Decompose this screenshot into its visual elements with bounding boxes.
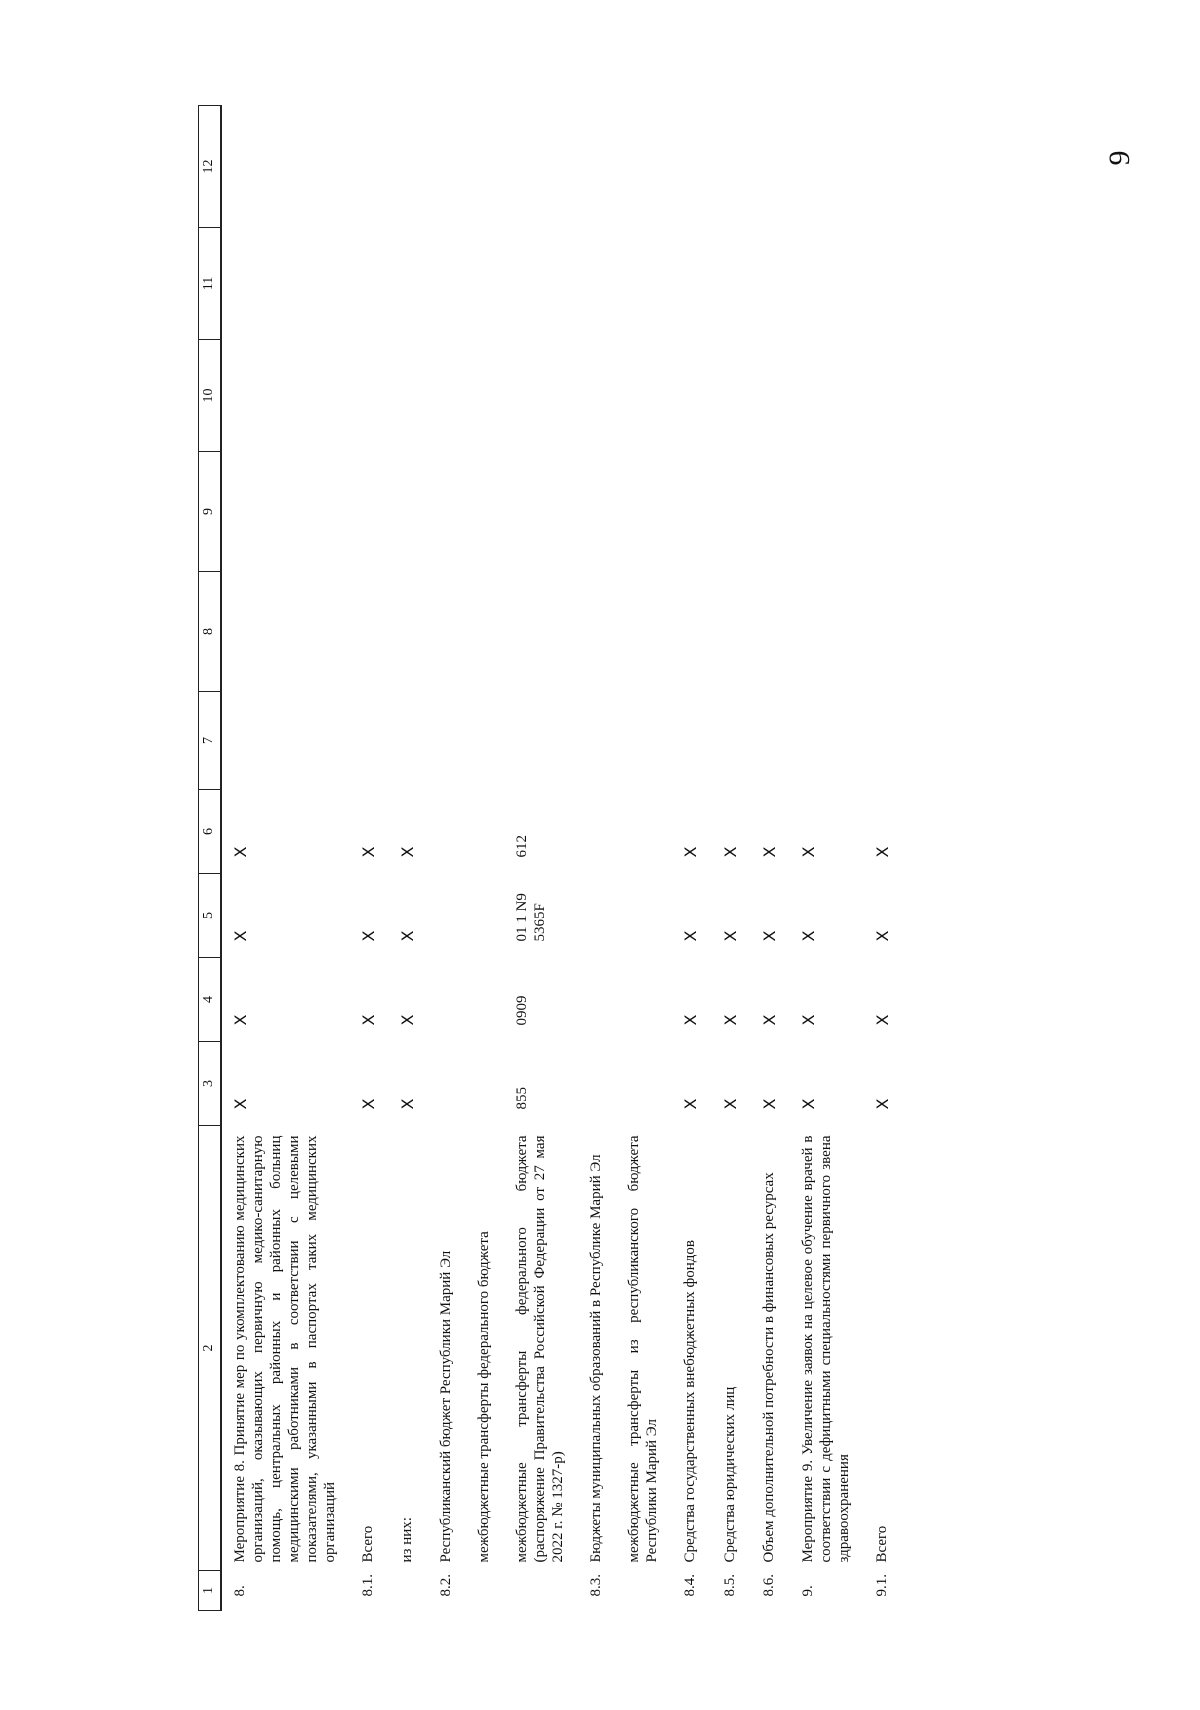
cell-col6: X xyxy=(872,846,892,858)
cell-col10 xyxy=(428,340,466,452)
cell-col11 xyxy=(350,228,389,340)
cell-col8 xyxy=(864,572,903,692)
cell-col10 xyxy=(616,340,672,452)
row-name: межбюджетные трансферты федерального бюджета xyxy=(476,1231,493,1563)
table-row xyxy=(790,106,864,1611)
cell-col5: X xyxy=(359,930,378,942)
cell-col12 xyxy=(350,106,389,228)
row-name: Республиканский бюджет Республики Марий Эл xyxy=(438,1250,455,1563)
cell-col11 xyxy=(428,228,466,340)
cell-col5: X xyxy=(798,930,818,942)
cell-col5 xyxy=(616,874,672,958)
row-name: Мероприятие 9. Увеличение заявок на целевое обучение врачей в соответствии с дефицитными специальностями первичного звена здравоохранения xyxy=(799,1135,852,1563)
cell-col9 xyxy=(790,452,864,572)
cell-col5 xyxy=(466,874,504,958)
cell-col7 xyxy=(578,692,616,790)
cell-col10 xyxy=(221,340,350,452)
table-row xyxy=(389,106,428,1611)
cell-col4: X xyxy=(798,1014,818,1026)
table-row xyxy=(350,106,389,1611)
table-row xyxy=(751,106,790,1611)
cell-col10 xyxy=(712,340,751,452)
cell-col4: X xyxy=(759,1014,779,1026)
cell-col11 xyxy=(578,228,616,340)
cell-col10 xyxy=(864,340,903,452)
cell-col6 xyxy=(578,790,616,874)
table-row xyxy=(466,106,504,1611)
cell-col12 xyxy=(578,106,616,228)
table-row xyxy=(672,106,711,1611)
table-row xyxy=(578,106,616,1611)
cell-col7 xyxy=(428,692,466,790)
cell-col11 xyxy=(389,228,428,340)
cell-col9 xyxy=(428,452,466,572)
cell-col7 xyxy=(790,692,864,790)
cell-col6: X xyxy=(720,846,740,858)
cell-col6: X xyxy=(759,846,779,858)
cell-col11 xyxy=(712,228,751,340)
cell-col9 xyxy=(504,452,578,572)
cell-col4: X xyxy=(720,1014,740,1026)
row-name: Мероприятие 8. Принятие мер по укомплектованию медицинских организаций, оказывающих первичную медико-санитарную помощь, центральных районных и районных больниц медицинскими работниками в соответствии с целевыми показателями, указанными в паспортах таких медицинских организаций xyxy=(232,1135,338,1563)
table-row xyxy=(616,106,672,1611)
row-name: Объем дополнительной потребности в финансовых ресурсах xyxy=(760,1172,777,1563)
col-header-10: 10 xyxy=(199,340,222,452)
col-header-9: 9 xyxy=(199,452,222,572)
cell-col8 xyxy=(751,572,790,692)
cell-col9 xyxy=(712,452,751,572)
cell-col10 xyxy=(389,340,428,452)
row-name: Средства государственных внебюджетных фондов xyxy=(682,1240,699,1563)
cell-col11 xyxy=(751,228,790,340)
cell-col3: 855 xyxy=(514,1087,531,1110)
cell-col10 xyxy=(578,340,616,452)
cell-col12 xyxy=(864,106,903,228)
cell-col12 xyxy=(616,106,672,228)
cell-col7 xyxy=(350,692,389,790)
cell-col6: X xyxy=(681,846,701,858)
cell-col4: 0909 xyxy=(514,995,531,1026)
cell-col10 xyxy=(350,340,389,452)
cell-col4: X xyxy=(359,1014,378,1026)
row-name: межбюджетные трансферты из республиканского бюджета Республики Марий Эл xyxy=(626,1135,661,1563)
cell-col8 xyxy=(389,572,428,692)
cell-col8 xyxy=(578,572,616,692)
cell-col5: 01 1 N9 5365F xyxy=(514,893,549,942)
row-number xyxy=(616,1571,672,1611)
col-header-6: 6 xyxy=(199,790,222,874)
row-number: 8.3. xyxy=(588,1574,605,1597)
cell-col3 xyxy=(616,1042,672,1126)
cell-col8 xyxy=(350,572,389,692)
cell-col3: X xyxy=(359,1098,378,1110)
cell-col5 xyxy=(428,874,466,958)
row-number: 8.2. xyxy=(438,1574,455,1597)
row-number: 8.5. xyxy=(721,1574,738,1597)
col-header-8: 8 xyxy=(199,572,222,692)
table-row xyxy=(712,106,751,1611)
cell-col11 xyxy=(466,228,504,340)
cell-col3: X xyxy=(759,1098,779,1110)
cell-col5: X xyxy=(231,930,250,942)
cell-col7 xyxy=(466,692,504,790)
cell-col6: 612 xyxy=(514,835,531,858)
cell-col12 xyxy=(428,106,466,228)
cell-col4: X xyxy=(681,1014,701,1026)
cell-col6: X xyxy=(798,846,818,858)
cell-col7 xyxy=(221,692,350,790)
cell-col8 xyxy=(712,572,751,692)
col-header-11: 11 xyxy=(199,228,222,340)
cell-col3: X xyxy=(720,1098,740,1110)
col-header-3: 3 xyxy=(199,1042,222,1126)
cell-col8 xyxy=(221,572,350,692)
cell-col4 xyxy=(616,958,672,1042)
page-number-container xyxy=(1090,128,1150,188)
cell-col8 xyxy=(790,572,864,692)
cell-col10 xyxy=(790,340,864,452)
cell-col7 xyxy=(672,692,711,790)
cell-col9 xyxy=(751,452,790,572)
cell-col9 xyxy=(864,452,903,572)
cell-col4: X xyxy=(872,1014,892,1026)
cell-col12 xyxy=(389,106,428,228)
cell-col12 xyxy=(504,106,578,228)
cell-col6 xyxy=(428,790,466,874)
cell-col4: X xyxy=(231,1014,250,1026)
cell-col11 xyxy=(504,228,578,340)
cell-col7 xyxy=(504,692,578,790)
cell-col5: X xyxy=(872,930,892,942)
cell-col12 xyxy=(672,106,711,228)
cell-col11 xyxy=(616,228,672,340)
cell-col4 xyxy=(428,958,466,1042)
cell-col5: X xyxy=(398,930,418,942)
cell-col12 xyxy=(712,106,751,228)
col-header-1: 1 xyxy=(199,1571,222,1611)
col-header-12: 12 xyxy=(199,106,222,228)
row-number: 9. xyxy=(799,1585,816,1597)
cell-col3: X xyxy=(798,1098,818,1110)
cell-col3 xyxy=(578,1042,616,1126)
cell-col12 xyxy=(751,106,790,228)
cell-col6 xyxy=(616,790,672,874)
cell-col9 xyxy=(672,452,711,572)
cell-col6: X xyxy=(359,846,378,858)
page-number: 9 xyxy=(1103,150,1136,166)
cell-col3 xyxy=(428,1042,466,1126)
table-row xyxy=(428,106,466,1611)
row-name: Средства юридических лиц xyxy=(721,1386,738,1563)
table-row xyxy=(864,106,903,1611)
row-number: 8. xyxy=(232,1585,248,1597)
cell-col9 xyxy=(616,452,672,572)
cell-col6 xyxy=(466,790,504,874)
budget-table xyxy=(198,105,903,1611)
cell-col3: X xyxy=(231,1098,250,1110)
cell-col5: X xyxy=(681,930,701,942)
cell-col11 xyxy=(864,228,903,340)
cell-col6: X xyxy=(398,846,418,858)
col-header-7: 7 xyxy=(199,692,222,790)
row-number xyxy=(504,1571,578,1611)
cell-col10 xyxy=(504,340,578,452)
rotated-table-page xyxy=(198,106,993,1611)
cell-col9 xyxy=(350,452,389,572)
cell-col7 xyxy=(751,692,790,790)
row-name: Бюджеты муниципальных образований в Республике Марий Эл xyxy=(588,1154,605,1563)
cell-col4: X xyxy=(398,1014,418,1026)
cell-col3: X xyxy=(872,1098,892,1110)
cell-col3: X xyxy=(398,1098,418,1110)
cell-col9 xyxy=(578,452,616,572)
row-number: 8.1. xyxy=(360,1574,376,1597)
table-row xyxy=(221,106,350,1611)
cell-col9 xyxy=(466,452,504,572)
cell-col12 xyxy=(790,106,864,228)
cell-col8 xyxy=(672,572,711,692)
cell-col8 xyxy=(466,572,504,692)
cell-col3 xyxy=(466,1042,504,1126)
cell-col7 xyxy=(712,692,751,790)
header-row xyxy=(199,106,222,1611)
table-row xyxy=(504,106,578,1611)
row-number: 9.1. xyxy=(873,1574,890,1597)
cell-col8 xyxy=(428,572,466,692)
row-number xyxy=(389,1571,428,1611)
cell-col5: X xyxy=(720,930,740,942)
row-name: Всего xyxy=(360,1525,376,1563)
cell-col7 xyxy=(389,692,428,790)
cell-col11 xyxy=(790,228,864,340)
cell-col5 xyxy=(578,874,616,958)
cell-col8 xyxy=(616,572,672,692)
cell-col10 xyxy=(466,340,504,452)
cell-col3: X xyxy=(681,1098,701,1110)
cell-col10 xyxy=(672,340,711,452)
col-header-5: 5 xyxy=(199,874,222,958)
row-number xyxy=(466,1571,504,1611)
cell-col7 xyxy=(864,692,903,790)
cell-col4 xyxy=(466,958,504,1042)
row-name: из них: xyxy=(399,1517,416,1563)
col-header-4: 4 xyxy=(199,958,222,1042)
cell-col9 xyxy=(389,452,428,572)
row-name: межбюджетные трансферты федерального бюджета (распоряжение Правительства Российской Федерации от 27 мая 2022 г. № 1327-р) xyxy=(514,1135,567,1563)
cell-col6: X xyxy=(231,846,250,858)
cell-col11 xyxy=(221,228,350,340)
cell-col9 xyxy=(221,452,350,572)
cell-col8 xyxy=(504,572,578,692)
cell-col11 xyxy=(672,228,711,340)
row-number: 8.6. xyxy=(760,1574,777,1597)
cell-col12 xyxy=(466,106,504,228)
cell-col4 xyxy=(578,958,616,1042)
cell-col5: X xyxy=(759,930,779,942)
cell-col12 xyxy=(221,106,350,228)
col-header-2: 2 xyxy=(199,1126,222,1571)
cell-col10 xyxy=(751,340,790,452)
row-number: 8.4. xyxy=(682,1574,699,1597)
row-name: Всего xyxy=(873,1525,890,1563)
cell-col7 xyxy=(616,692,672,790)
